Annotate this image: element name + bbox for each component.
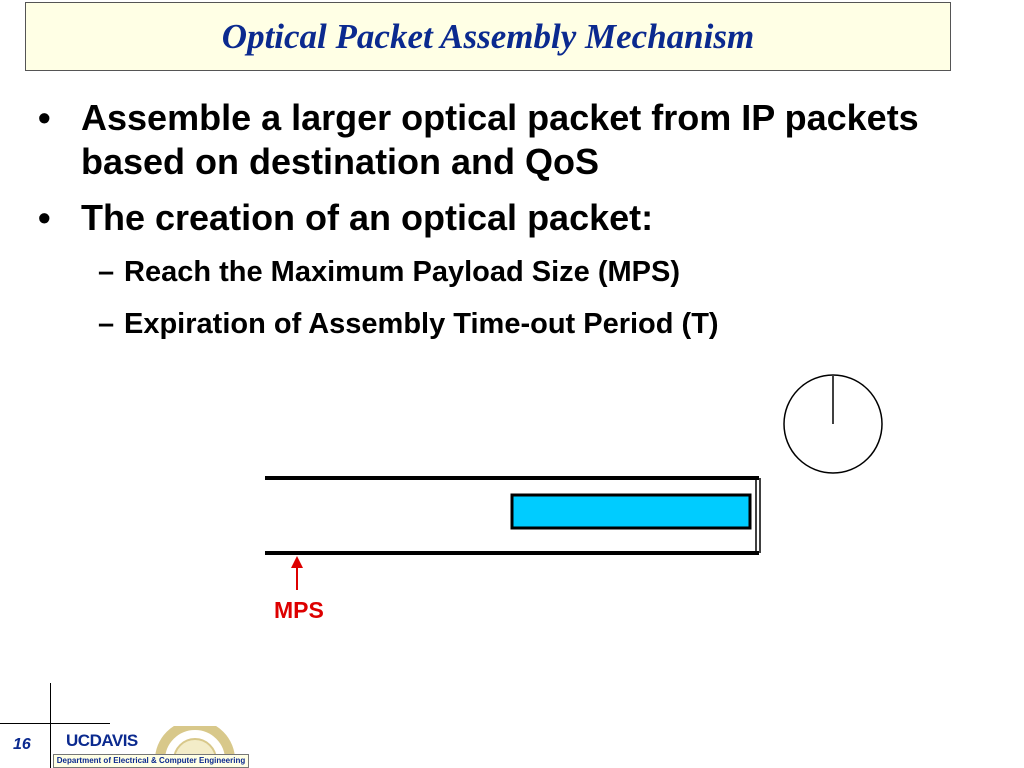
bullet-marker: • [38, 97, 51, 138]
mps-arrow-head [291, 556, 303, 568]
footer-divider-horizontal [0, 723, 110, 724]
mps-label: MPS [274, 597, 324, 623]
assembled-packet [512, 495, 750, 528]
department-label: Department of Electrical & Computer Engineering [53, 754, 249, 768]
title-box [25, 2, 951, 71]
ucdavis-logo [66, 731, 138, 751]
timer-clock-icon [784, 375, 882, 473]
bullet-text: The creation of an optical packet: [81, 197, 654, 238]
bullet-item [38, 96, 1008, 184]
logo-davis: DAVIS [89, 731, 138, 750]
footer-divider-vertical [50, 683, 51, 768]
sub-bullet-item [38, 304, 1008, 344]
page-number: 16 [13, 736, 31, 753]
sub-bullet-item [38, 252, 1008, 292]
slide-title: Optical Packet Assembly Mechanism [221, 16, 755, 56]
bullet-item [38, 196, 1008, 240]
bullet-marker: • [38, 197, 51, 238]
sub-bullet-text: Expiration of Assembly Time-out Period (T) [124, 308, 719, 340]
slide-content [38, 96, 1008, 356]
sub-bullet-marker: – [98, 308, 115, 340]
sub-bullet-text: Reach the Maximum Payload Size (MPS) [124, 256, 680, 288]
sub-bullet-marker: – [98, 256, 115, 288]
bullet-text: Assemble a larger optical packet from IP packets based on destination and QoS [81, 97, 919, 182]
logo-uc: UC [66, 731, 90, 750]
